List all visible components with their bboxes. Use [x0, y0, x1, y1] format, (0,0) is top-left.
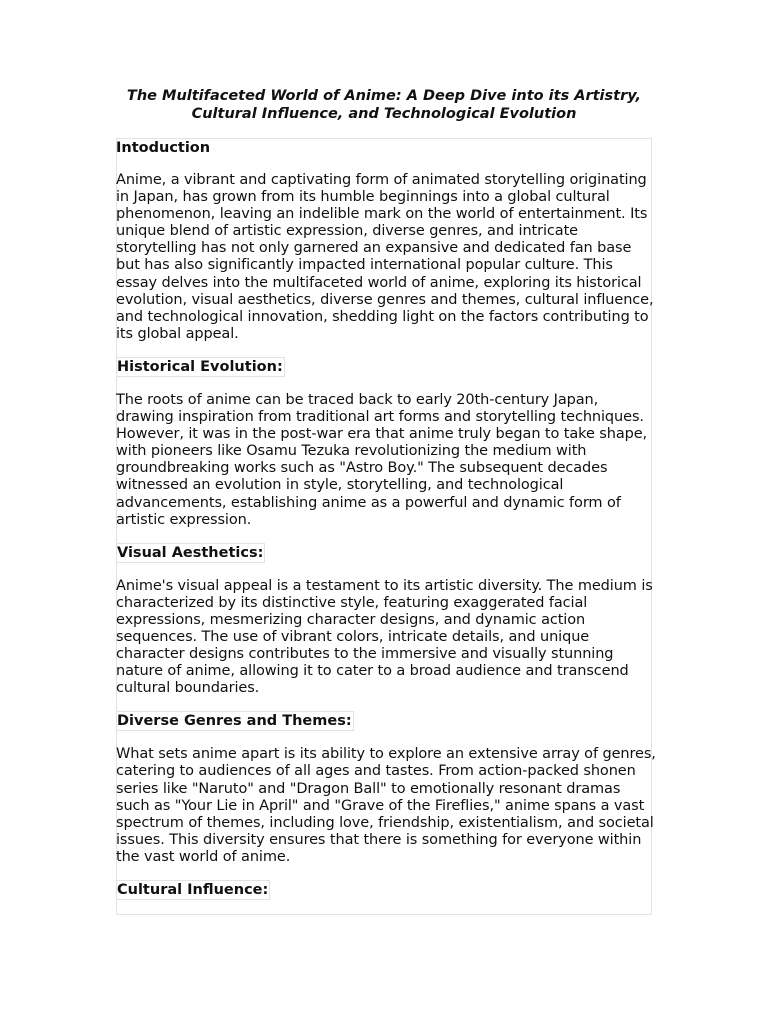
section-heading: Diverse Genres and Themes: — [117, 713, 352, 730]
section-heading: Visual Aesthetics: — [117, 544, 264, 561]
section-historical-evolution — [116, 356, 656, 529]
section-cultural-influence — [116, 879, 656, 900]
section-heading: Historical Evolution: — [117, 358, 283, 375]
section-paragraph: What sets anime apart is its ability to explore an extensive array of genres, catering to audiences of all ages and tastes. From action-packed shonen series like "Naruto" and "Dragon Ball" to emotionally resonant dramas such as "Your Lie in April" and "Grave of the Fireflies," anime spans a vast spectrum of themes, including love, friendship, existentialism, and societal issues. This diversity ensures that there is something for everyone within the vast world of anime. — [116, 746, 656, 865]
section-paragraph: Anime's visual appeal is a testament to its artistic diversity. The medium is characterized by its distinctive style, featuring exaggerated facial expressions, mesmerizing character designs, and dynamic action sequences. The use of vibrant colors, intricate details, and unique character designs contributes to the immersive and visually stunning nature of anime, allowing it to cater to a broad audience and transcend cultural boundaries. — [116, 577, 653, 697]
section-paragraph: The roots of anime can be traced back to early 20th-century Japan, drawing inspiration from traditional art forms and storytelling techniques. However, it was in the post-war era that anime truly began to take shape, with pioneers like Osamu Tezuka revolutionizing the medium with groundbreaking works such as "Astro Boy." The subsequent decades witnessed an evolution in style, storytelling, and technological advancements, establishing anime as a powerful and dynamic form of artistic expression. — [116, 391, 648, 528]
section-visual-aesthetics — [116, 542, 656, 698]
document-body — [116, 135, 656, 913]
section-paragraph: Anime, a vibrant and captivating form of animated storytelling originating in Japan, has grown from its humble beginnings into a global cultural phenomenon, leaving an indelible mark on the world of entertainment. Its unique blend of artistic expression, diverse genres, and intricate storytelling has not only garnered an expansive and dedicated fan base but has also significantly impacted international popular culture. This essay delves into the multifaceted world of anime, exploring its historical evolution, visual aesthetics, diverse genres and themes, cultural influence, and technological innovation, shedding light on the factors contributing to its global appeal. — [116, 172, 654, 342]
section-heading: Cultural Influence: — [117, 882, 269, 898]
section-heading: Intoduction — [116, 140, 211, 156]
section-diverse-genres — [116, 710, 656, 866]
section-introduction — [116, 137, 656, 343]
document-title: The Multifaceted World of Anime: A Deep Dive into its Artistry, Cultural Influence, and Technological Evolution — [126, 88, 642, 122]
